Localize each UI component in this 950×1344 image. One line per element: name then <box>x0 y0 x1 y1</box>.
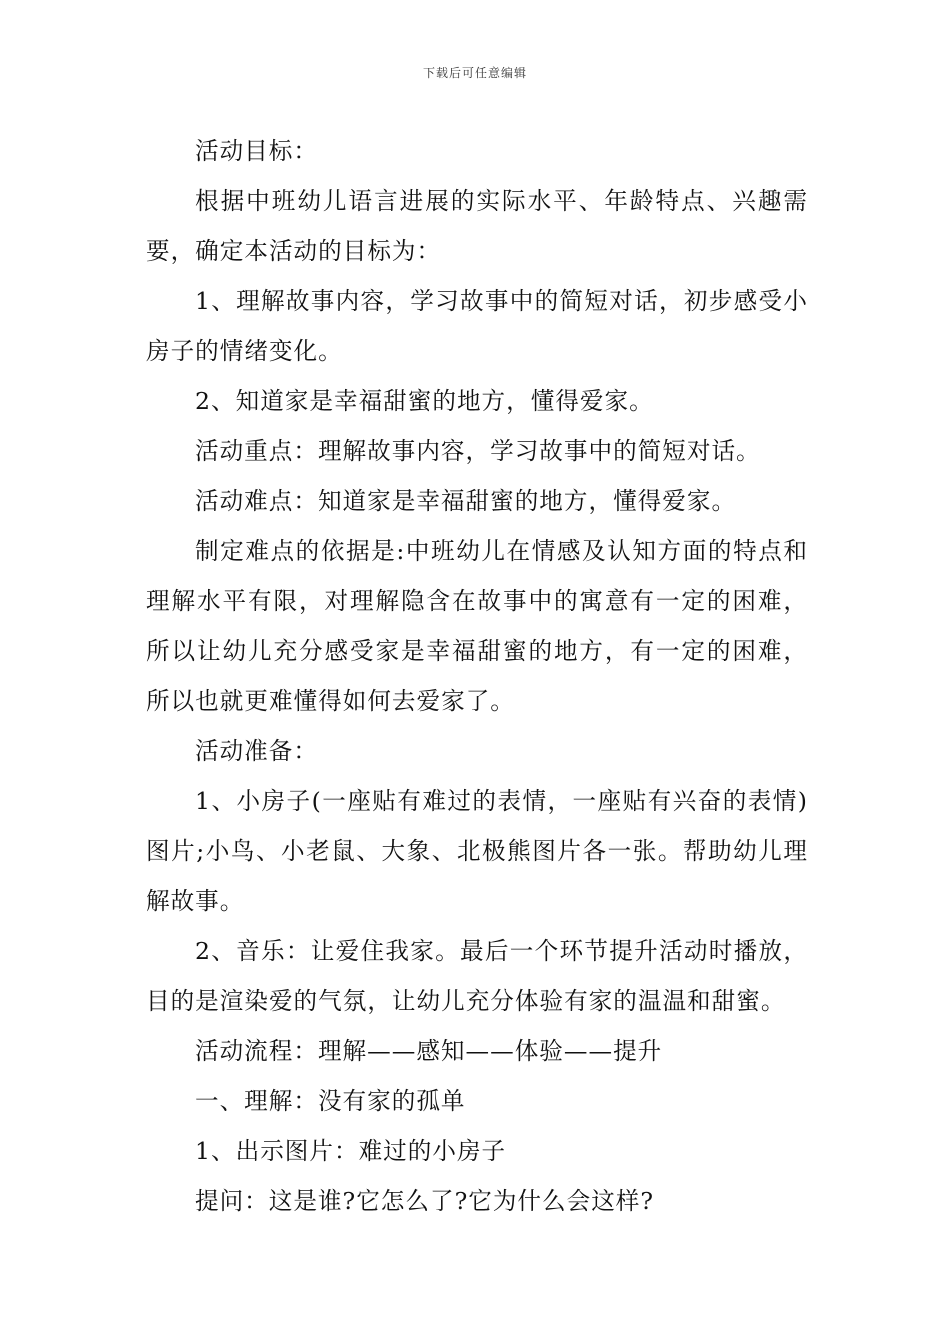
paragraph-key-point: 活动重点：理解故事内容，学习故事中的简短对话。 <box>195 437 761 465</box>
paragraph-activity-flow: 活动流程：理解——感知——体验——提升 <box>195 1037 663 1065</box>
paragraph-show-picture: 1、出示图片：难过的小房子 <box>195 1137 507 1165</box>
paragraph-preparation-2: 2、音乐：让爱住我家。最后一个环节提升活动时播放，目的是渲染爱的气氛，让幼儿充分体验有家的温温和甜蜜。 <box>146 937 808 1015</box>
paragraph-difficulty-basis: 制定难点的依据是:中班幼儿在情感及认知方面的特点和理解水平有限，对理解隐含在故事中的寓意有一定的困难，所以让幼儿充分感受家是幸福甜蜜的地方，有一定的困难，所以也就更难懂得如何去爱家了。 <box>146 537 808 715</box>
heading-section-1: 一、理解：没有家的孤单 <box>195 1087 466 1115</box>
paragraph-difficulty: 活动难点：知道家是幸福甜蜜的地方，懂得爱家。 <box>195 487 737 515</box>
paragraph-goal-1: 1、理解故事内容，学习故事中的简短对话，初步感受小房子的情绪变化。 <box>146 287 808 365</box>
document-body <box>146 126 808 1226</box>
page-header: 下载后可任意编辑 <box>422 66 527 80</box>
paragraph-preparation-1: 1、小房子(一座贴有难过的表情，一座贴有兴奋的表情)图片;小鸟、小老鼠、大象、北极熊图片各一张。帮助幼儿理解故事。 <box>146 787 808 915</box>
paragraph-goal-2: 2、知道家是幸福甜蜜的地方，懂得爱家。 <box>195 387 654 415</box>
heading-activity-goals: 活动目标： <box>195 137 318 165</box>
heading-activity-preparation: 活动准备： <box>195 737 318 765</box>
paragraph-goals-intro: 根据中班幼儿语言进展的实际水平、年龄特点、兴趣需要，确定本活动的目标为： <box>146 187 808 265</box>
paragraph-question: 提问：这是谁?它怎么了?它为什么会这样? <box>195 1187 655 1215</box>
